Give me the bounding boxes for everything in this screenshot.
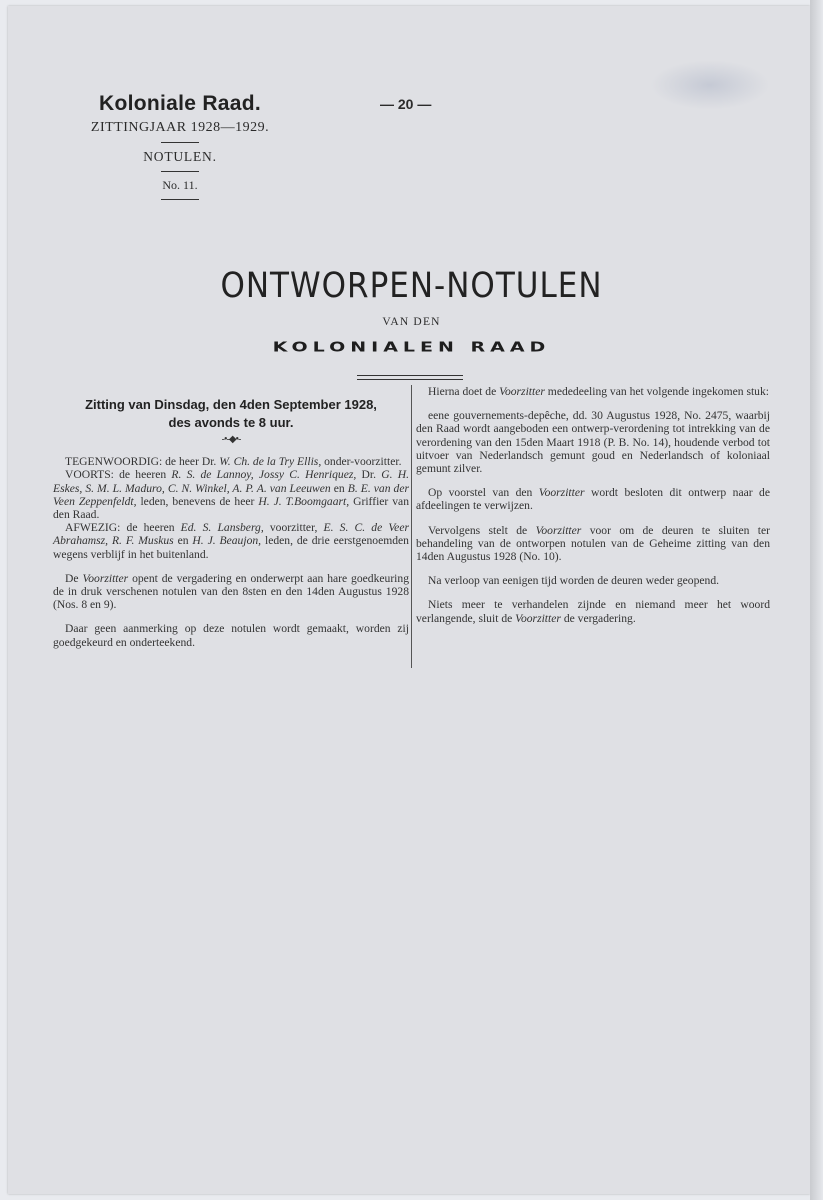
organization-name: Koloniale Raad. — [98, 92, 262, 115]
column-divider — [411, 385, 412, 668]
sheet-edge — [810, 0, 823, 1200]
section-label: NOTULEN. — [143, 149, 217, 164]
ornament: -•-◆•- — [221, 434, 241, 445]
attendance-absent: AFWEZIG: de heeren Ed. S. Lansberg, voorzitter, E. S. C. de Veer Abrahamsz, R. F. Muskus en H. J. Beaujon, leden, de drie eerstgenoemden wegens verblijf in het buitenland. — [53, 521, 409, 561]
opening-paragraph: De Voorzitter opent de vergadering en onderwerpt aan hare goedkeuring de in druk verschenen notulen van den 8sten en den 14den Augustus 1928 (Nos. 8 en 9). — [53, 571, 409, 612]
masthead-rule — [161, 171, 199, 172]
session-date: Zitting van Dinsdag, den 4den September 1928, — [85, 397, 377, 412]
session-year: ZITTINGJAAR 1928—1929. — [90, 120, 270, 135]
session-time: des avonds te 8 uur. — [168, 415, 294, 430]
document-title: ONTWORPEN-NOTULEN — [220, 265, 603, 307]
page-number: — 20 — — [380, 96, 432, 112]
incoming-paragraph: Hierna doet de Voorzitter mededeeling van het volgende ingekomen stuk: — [428, 385, 769, 398]
paper-stain — [650, 60, 770, 110]
attendance-also: VOORTS: de heeren R. S. de Lannoy, Jossy C. Henriquez, Dr. G. H. Eskes, S. M. L. Maduro, C. N. Winkel, A. P. A. van Leeuwen en B. E. van der Veen Zeppenfeldt, leden, benevens de heer H. J. T.Boomgaart, Griffier van den Raad. — [53, 468, 409, 522]
left-column — [53, 396, 409, 649]
attendance-present: TEGENWOORDIG: de heer Dr. W. Ch. de la Try Ellis, onder-voorzitter. — [65, 455, 402, 469]
approval-paragraph: Daar geen aanmerking op deze notulen wordt gemaakt, worden zij goedgekeurd en onderteekend. — [53, 622, 409, 649]
referral-paragraph: Op voorstel van den Voorzitter wordt besloten dit ontwerp naar de afdeelingen te verwijzen. — [416, 486, 770, 513]
session-heading — [53, 396, 409, 432]
right-column — [416, 385, 770, 625]
document-number: No. 11. — [162, 178, 198, 192]
reopen-paragraph: Na verloop van eenigen tijd worden de deuren weder geopend. — [428, 574, 720, 588]
closing-paragraph: Niets meer te verhandelen zijnde en niemand meer het woord verlangende, sluit de Voorzitter de vergadering. — [416, 598, 770, 625]
masthead-rule — [161, 142, 199, 143]
depeche-paragraph: eene gouvernements-depêche, dd. 30 Augustus 1928, No. 2475, waarbij den Raad wordt aangeboden een ontwerp-verordening tot intrekking van de verordening van den 15den Maart 1918 (P. B. No. 14), houdende verbod tot uitvoer van Nederlandsch gemunt goud en Nederlandsch of koloniaal gemunt zilver. — [416, 409, 770, 476]
council-name: KOLONIALEN RAAD — [272, 339, 551, 355]
closed-session-paragraph: Vervolgens stelt de Voorzitter voor om de deuren te sluiten ter behandeling van de ontworpen notulen van de Geheime zitting van den 14den Augustus 1928 (No. 10). — [416, 523, 770, 564]
masthead-rule — [161, 199, 199, 200]
masthead — [60, 92, 300, 206]
title-connector: VAN DEN — [382, 316, 441, 328]
title-double-rule — [357, 375, 463, 380]
